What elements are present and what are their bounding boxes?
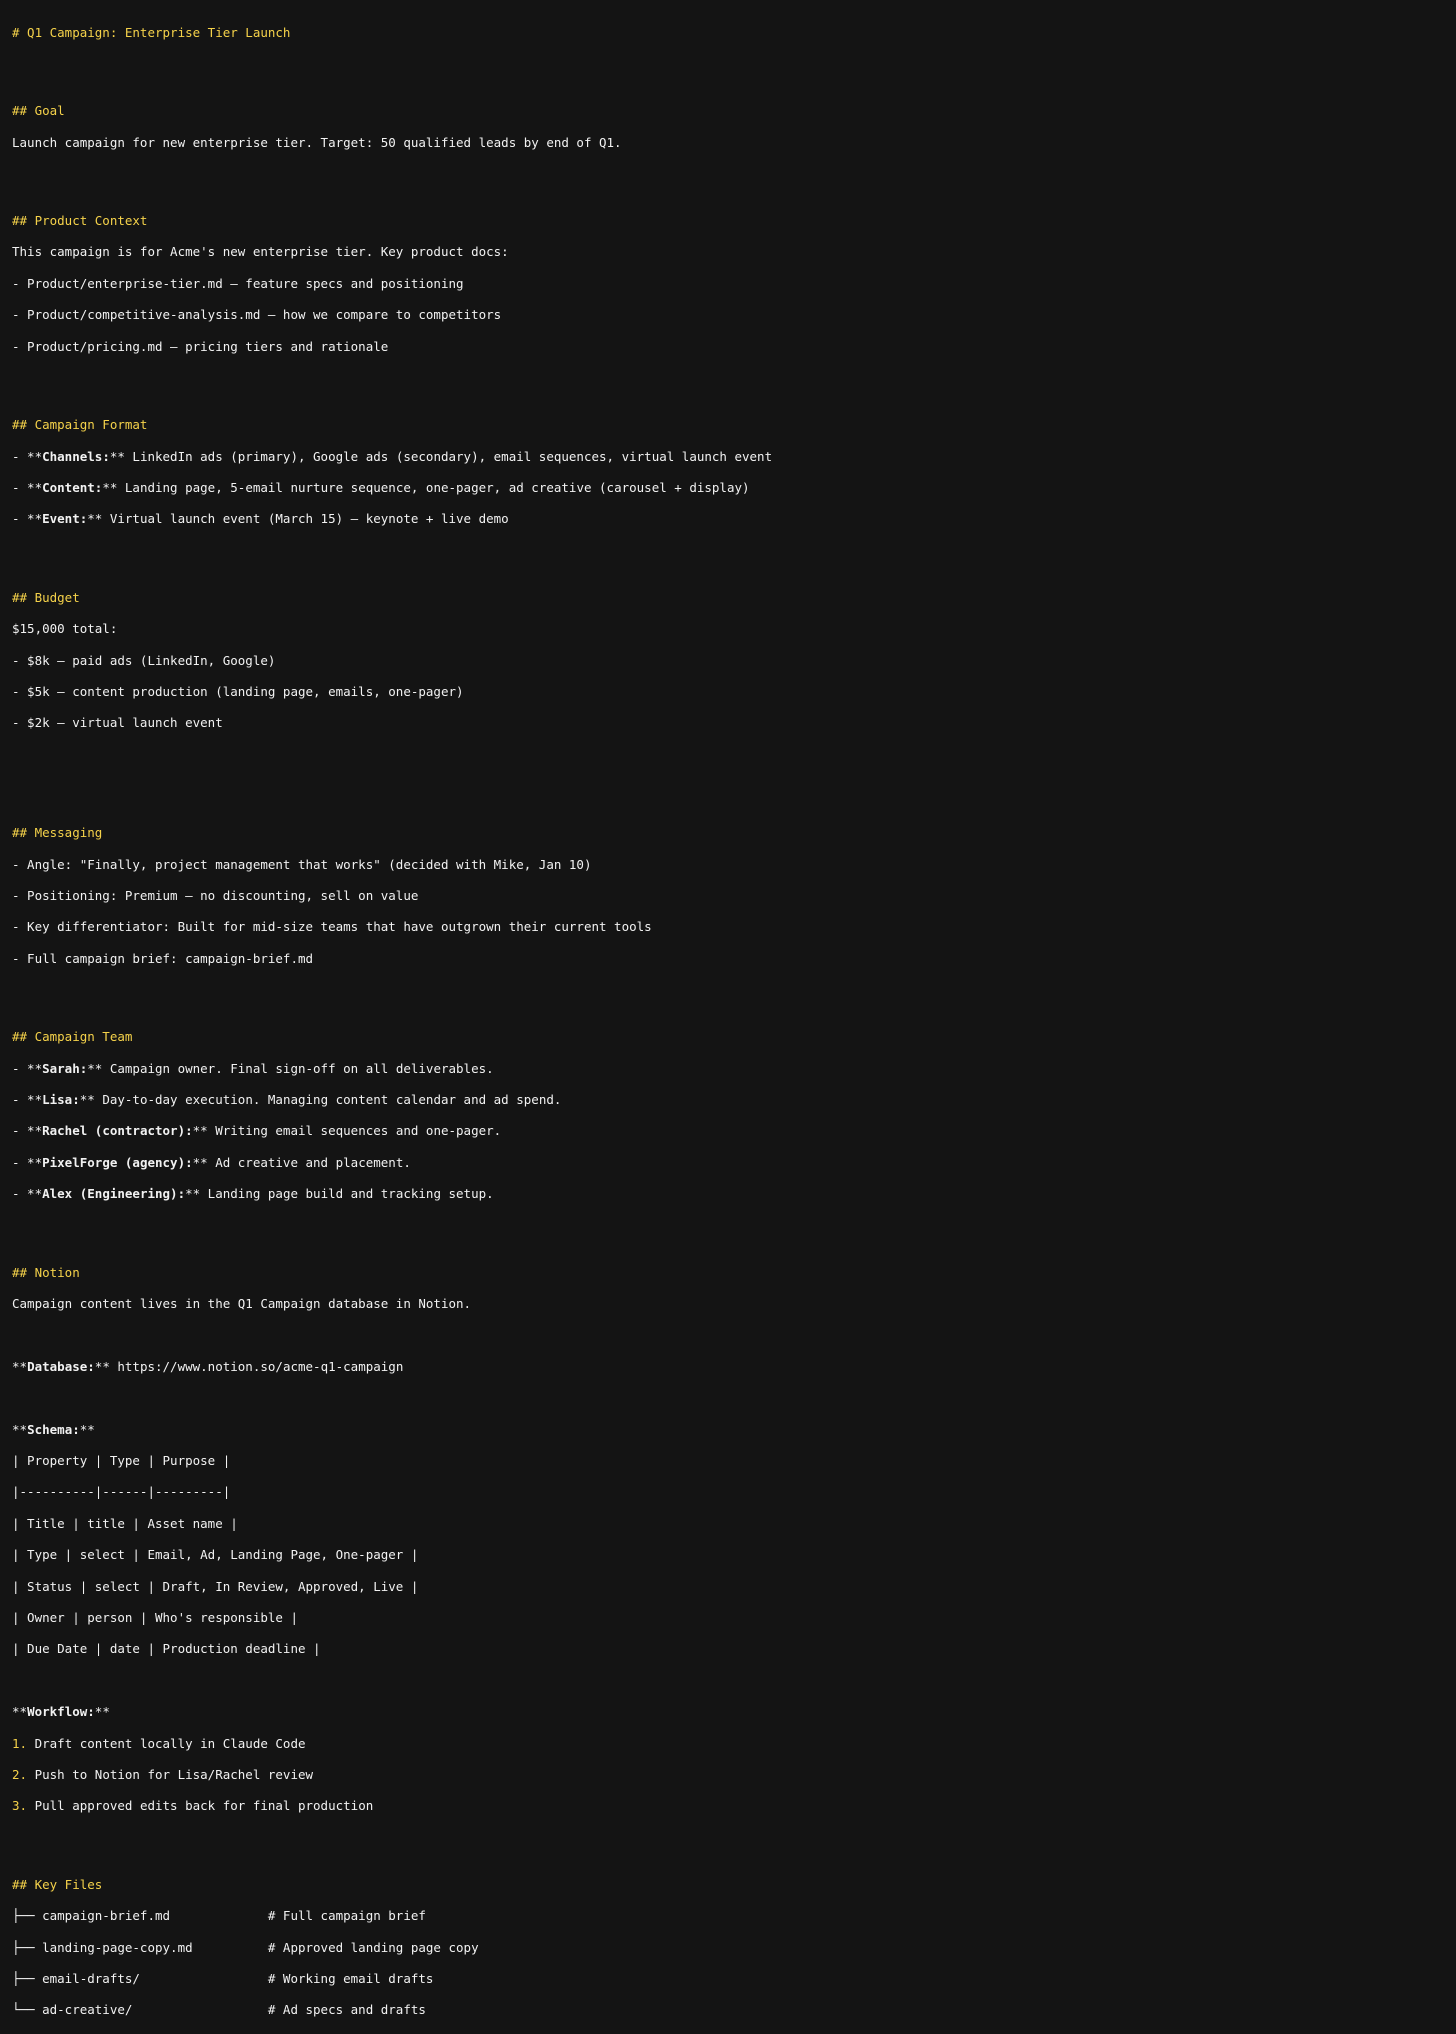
team-member-alex: - **Alex (Engineering):** Landing page build and tracking setup. — [12, 1186, 494, 1202]
workflow-step: 1. Draft content locally in Claude Code — [12, 1735, 306, 1751]
product-doc-item: - Product/pricing.md – pricing tiers and rationale — [12, 338, 389, 354]
format-item-channels: - **Channels:** LinkedIn ads (primary), Google ads (secondary), email sequences, virtual launch event — [12, 448, 773, 464]
blank-line — [12, 1830, 1456, 1846]
team-member-lisa: - **Lisa:** Day-to-day execution. Managing content calendar and ad spend. — [12, 1092, 562, 1108]
workflow-step: 3. Pull approved edits back for final production — [12, 1798, 374, 1814]
file-tree-item: └── ad-creative/ # Ad specs and drafts — [12, 2002, 426, 2018]
blank-line — [12, 1673, 1456, 1689]
blank-line — [12, 370, 1456, 386]
blank-line — [12, 778, 1456, 794]
budget-heading: ## Budget — [12, 589, 80, 605]
budget-item: - $5k – content production (landing page, emails, one-pager) — [12, 683, 464, 699]
workflow-step: 2. Push to Notion for Lisa/Rachel review — [12, 1766, 314, 1782]
document-title: # Q1 Campaign: Enterprise Tier Launch — [12, 24, 291, 40]
format-item-content: - **Content:** Landing page, 5-email nurture sequence, one-pager, ad creative (carousel + display) — [12, 479, 750, 495]
file-tree-item: ├── landing-page-copy.md # Approved landing page copy — [12, 1939, 479, 1955]
goal-heading: ## Goal — [12, 103, 65, 119]
product-doc-item: - Product/enterprise-tier.md – feature specs and positioning — [12, 275, 464, 291]
notion-text: Campaign content lives in the Q1 Campaign database in Notion. — [12, 1296, 472, 1312]
file-tree-item: ├── campaign-brief.md # Full campaign brief — [12, 1908, 426, 1924]
blank-line — [12, 166, 1456, 182]
key-files-heading: ## Key Files — [12, 1876, 103, 1892]
product-doc-item: - Product/competitive-analysis.md – how we compare to competitors — [12, 307, 502, 323]
blank-line — [12, 982, 1456, 998]
schema-label: **Schema:** — [12, 1421, 95, 1437]
schema-row: | Property | Type | Purpose | — [12, 1453, 231, 1469]
budget-item: - $2k – virtual launch event — [12, 715, 223, 731]
team-member-pixelforge: - **PixelForge (agency):** Ad creative and placement. — [12, 1154, 411, 1170]
schema-row: | Owner | person | Who's responsible | — [12, 1609, 298, 1625]
blank-line — [12, 56, 1456, 72]
schema-row: | Due Date | date | Production deadline | — [12, 1641, 321, 1657]
blank-line — [12, 1390, 1456, 1406]
schema-row: | Status | select | Draft, In Review, Approved, Live | — [12, 1578, 419, 1594]
file-tree-item: ├── email-drafts/ # Working email drafts — [12, 1970, 434, 1986]
campaign-team-heading: ## Campaign Team — [12, 1029, 133, 1045]
campaign-format-heading: ## Campaign Format — [12, 417, 148, 433]
notion-database-line: **Database:** https://www.notion.so/acme-q1-campaign — [12, 1358, 404, 1374]
messaging-item: - Positioning: Premium – no discounting, sell on value — [12, 887, 419, 903]
notion-heading: ## Notion — [12, 1264, 80, 1280]
blank-line — [12, 747, 1456, 763]
budget-total: $15,000 total: — [12, 621, 118, 637]
product-context-heading: ## Product Context — [12, 213, 148, 229]
schema-row: | Title | title | Asset name | — [12, 1515, 238, 1531]
workflow-label: **Workflow:** — [12, 1704, 110, 1720]
team-member-rachel: - **Rachel (contractor):** Writing email sequences and one-pager. — [12, 1123, 502, 1139]
format-item-event: - **Event:** Virtual launch event (March 15) – keynote + live demo — [12, 511, 509, 527]
blank-line — [12, 1327, 1456, 1343]
product-context-intro: This campaign is for Acme's new enterprise tier. Key product docs: — [12, 244, 509, 260]
messaging-item: - Angle: "Finally, project management that works" (decided with Mike, Jan 10) — [12, 856, 592, 872]
schema-row: |----------|------|---------| — [12, 1484, 231, 1500]
schema-row: | Type | select | Email, Ad, Landing Page, One-pager | — [12, 1547, 419, 1563]
messaging-item: - Full campaign brief: campaign-brief.md — [12, 950, 314, 966]
goal-text: Launch campaign for new enterprise tier. Target: 50 qualified leads by end of Q1. — [12, 134, 622, 150]
messaging-heading: ## Messaging — [12, 825, 103, 841]
blank-line — [12, 1218, 1456, 1234]
budget-item: - $8k – paid ads (LinkedIn, Google) — [12, 652, 276, 668]
messaging-item: - Key differentiator: Built for mid-size teams that have outgrown their current tools — [12, 919, 652, 935]
team-member-sarah: - **Sarah:** Campaign owner. Final sign-off on all deliverables. — [12, 1060, 494, 1076]
blank-line — [12, 543, 1456, 559]
